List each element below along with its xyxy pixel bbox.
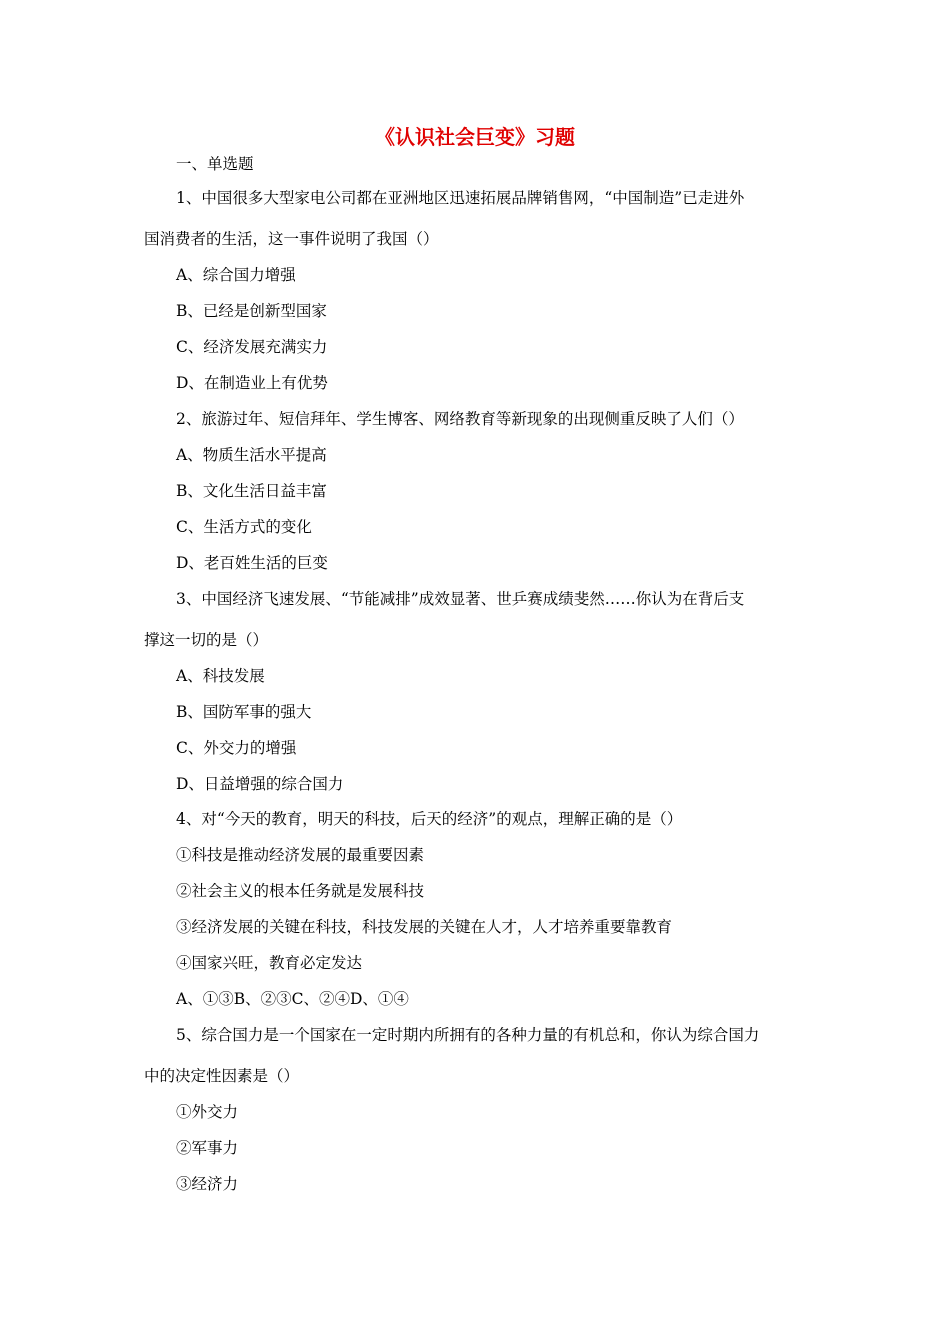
question-3-option-b: B、国防军事的强大 [176, 703, 312, 721]
question-3-option-c: C、外交力的增强 [176, 739, 297, 757]
document-title: 《认识社会巨变》习题 [375, 125, 575, 149]
question-4-text: 4、对“今天的教育，明天的科技，后天的经济”的观点，理解正确的是（） [176, 810, 683, 828]
question-2-option-d: D、老百姓生活的巨变 [176, 554, 328, 572]
question-2-text: 2、旅游过年、短信拜年、学生博客、网络教育等新现象的出现侧重反映了人们（） [176, 410, 744, 428]
question-1-option-b: B、已经是创新型国家 [176, 302, 327, 320]
question-4-options: A、①③B、②③C、②④D、①④ [176, 990, 409, 1008]
question-1-text-cont: 国消费者的生活，这一事件说明了我国（） [144, 230, 439, 248]
question-4-statement-4: ④国家兴旺，教育必定发达 [176, 954, 363, 972]
question-3-option-d: D、日益增强的综合国力 [176, 775, 344, 793]
question-2-option-a: A、物质生活水平提高 [176, 446, 327, 464]
question-5-statement-2: ②军事力 [176, 1139, 239, 1157]
question-1-text: 1、中国很多大型家电公司都在亚洲地区迅速拓展品牌销售网，“中国制造”已走进外 [176, 189, 745, 207]
question-4-statement-1: ①科技是推动经济发展的最重要因素 [176, 846, 425, 864]
question-5-text: 5、综合国力是一个国家在一定时期内所拥有的各种力量的有机总和，你认为综合国力 [176, 1026, 760, 1044]
question-5-statement-3: ③经济力 [176, 1175, 239, 1193]
question-2-option-c: C、生活方式的变化 [176, 518, 312, 536]
question-1-option-d: D、在制造业上有优势 [176, 374, 328, 392]
question-3-text: 3、中国经济飞速发展、“节能减排”成效显著、世乒赛成绩斐然……你认为在背后支 [176, 590, 745, 608]
question-1-option-c: C、经济发展充满实力 [176, 338, 328, 356]
question-2-option-b: B、文化生活日益丰富 [176, 482, 327, 500]
question-4-statement-2: ②社会主义的根本任务就是发展科技 [176, 882, 425, 900]
question-3-option-a: A、科技发展 [176, 667, 265, 685]
question-3-text-cont: 撑这一切的是（） [144, 631, 269, 649]
question-4-statement-3: ③经济发展的关键在科技，科技发展的关键在人才，人才培养重要靠教育 [176, 918, 673, 936]
question-5-statement-1: ①外交力 [176, 1103, 239, 1121]
question-1-option-a: A、综合国力增强 [176, 266, 296, 284]
question-5-text-cont: 中的决定性因素是（） [144, 1067, 300, 1085]
section-heading: 一、单选题 [176, 155, 254, 173]
